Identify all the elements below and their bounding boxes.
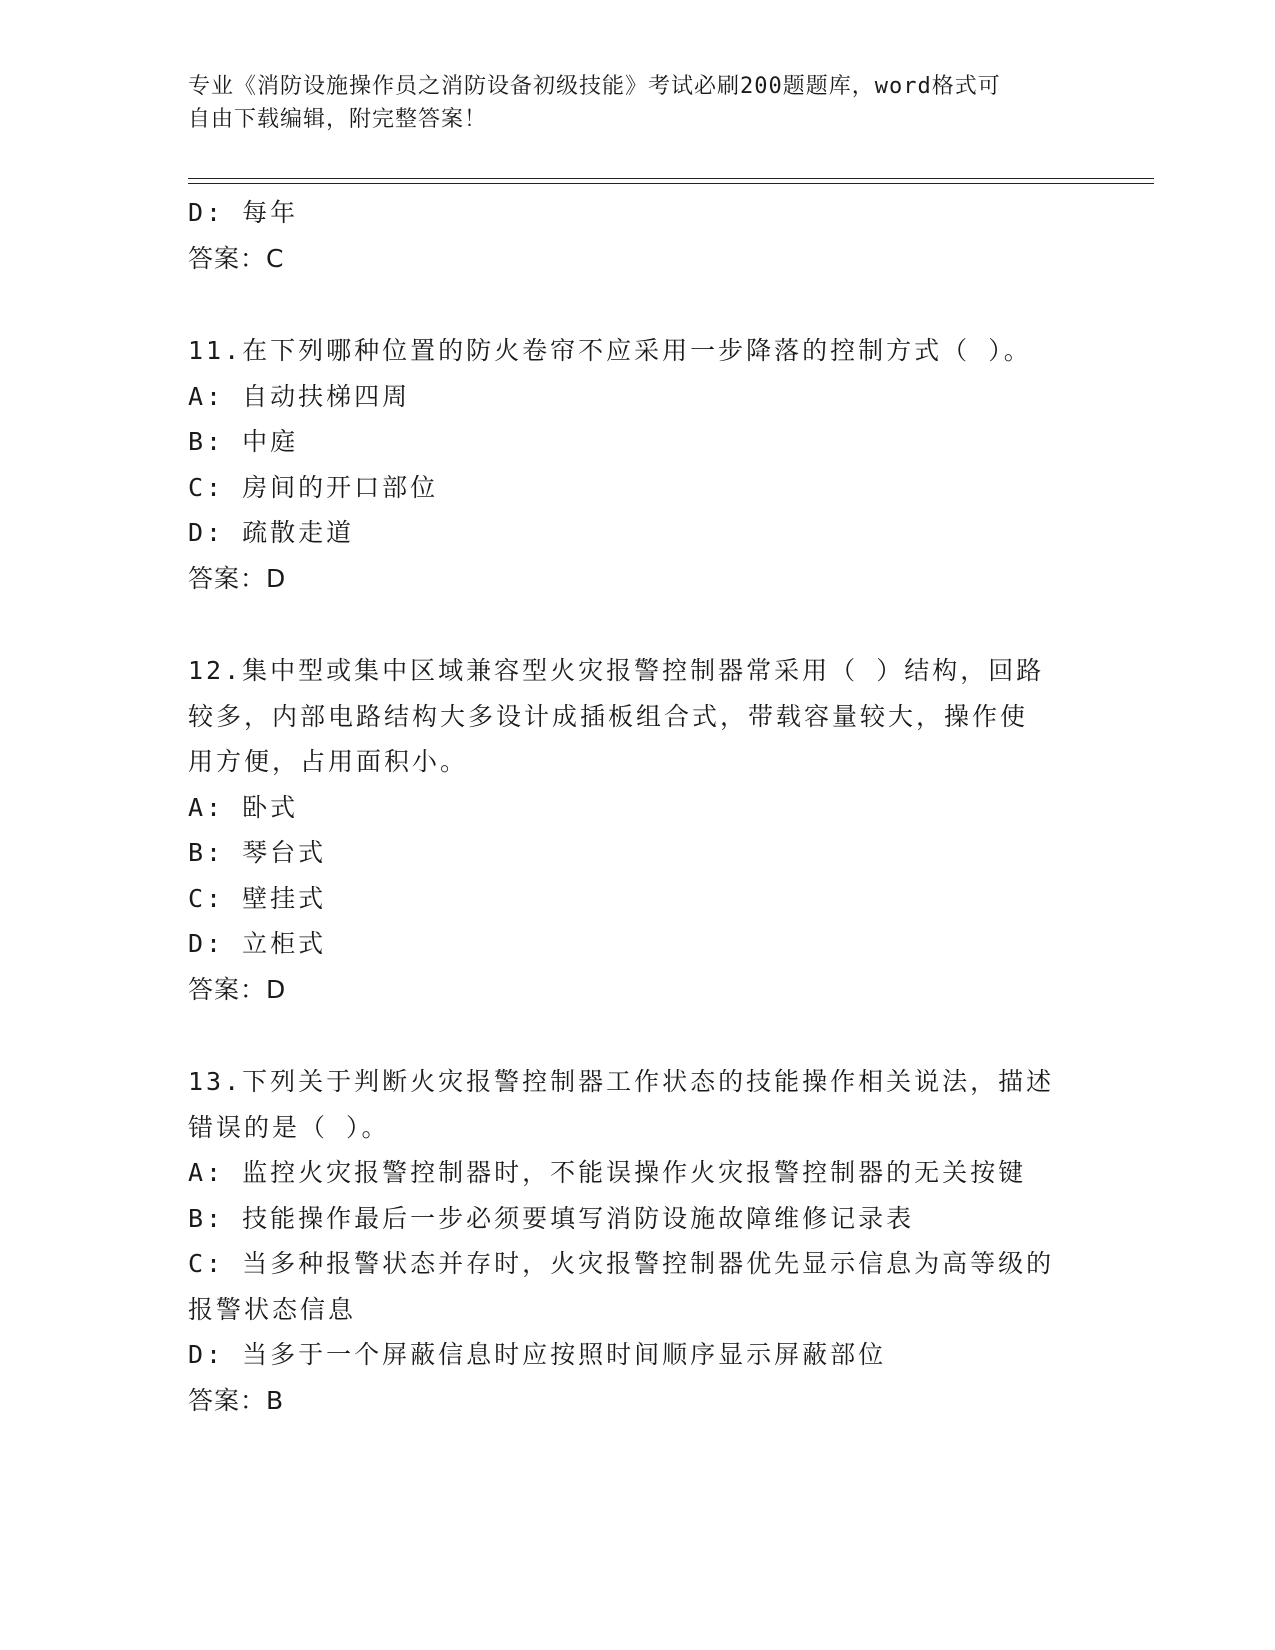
option-c-continued: 报警状态信息 xyxy=(188,1294,357,1324)
header-divider-top xyxy=(188,178,1154,179)
option-c: C: 壁挂式 xyxy=(188,883,327,913)
option-d: D: 当多于一个屏蔽信息时应按照时间顺序显示屏蔽部位 xyxy=(188,1340,887,1369)
option-a: A: 卧式 xyxy=(188,792,299,822)
question-stem: 较多，内部电路结构大多设计成插板组合式，带载容量较大，操作使 xyxy=(188,701,1029,731)
option-a: A: 自动扶梯四周 xyxy=(188,381,411,411)
question-stem: 用方便，占用面积小。 xyxy=(188,747,469,776)
option-c: C: 房间的开口部位 xyxy=(188,472,439,502)
header-divider-bottom xyxy=(188,183,1154,184)
question-11 xyxy=(188,328,1088,601)
option-a: A: 监控火灾报警控制器时，不能误操作火灾报警控制器的无关按键 xyxy=(188,1158,1027,1187)
option-b: B: 技能操作最后一步必须要填写消防设施故障维修记录表 xyxy=(188,1203,915,1233)
answer-line: 答案：B xyxy=(188,1385,285,1415)
header-line-2: 自由下载编辑，附完整答案！ xyxy=(188,107,488,132)
document-body xyxy=(188,190,1088,1423)
option-b: B: 中庭 xyxy=(188,427,299,456)
question-12 xyxy=(188,648,1088,1012)
header-line-1: 专业《消防设施操作员之消防设备初级技能》考试必刷200题题库，word格式可 xyxy=(188,74,1001,99)
question-stem: 13.下列关于判断火灾报警控制器工作状态的技能操作相关说法，描述 xyxy=(188,1067,1055,1096)
option-c: C: 当多种报警状态并存时，火灾报警控制器优先显示信息为高等级的 xyxy=(188,1249,1055,1278)
answer-line: 答案：D xyxy=(188,563,287,593)
answer-line: 答案：D xyxy=(188,974,287,1004)
question-stem: 错误的是（ ）。 xyxy=(188,1112,390,1142)
question-stem: 12.集中型或集中区域兼容型火灾报警控制器常采用（ ）结构，回路 xyxy=(188,656,1045,685)
document-header xyxy=(188,70,1088,136)
option-b: B: 琴台式 xyxy=(188,838,327,867)
question-13 xyxy=(188,1059,1088,1423)
question-stem: 11.在下列哪种位置的防火卷帘不应采用一步降落的控制方式（ ）。 xyxy=(188,336,1032,365)
previous-question-tail xyxy=(188,190,1088,281)
option-d: D: 每年 xyxy=(188,198,299,227)
answer-line: 答案：C xyxy=(188,243,285,273)
option-d: D: 立柜式 xyxy=(188,929,327,958)
option-d: D: 疏散走道 xyxy=(188,518,355,547)
